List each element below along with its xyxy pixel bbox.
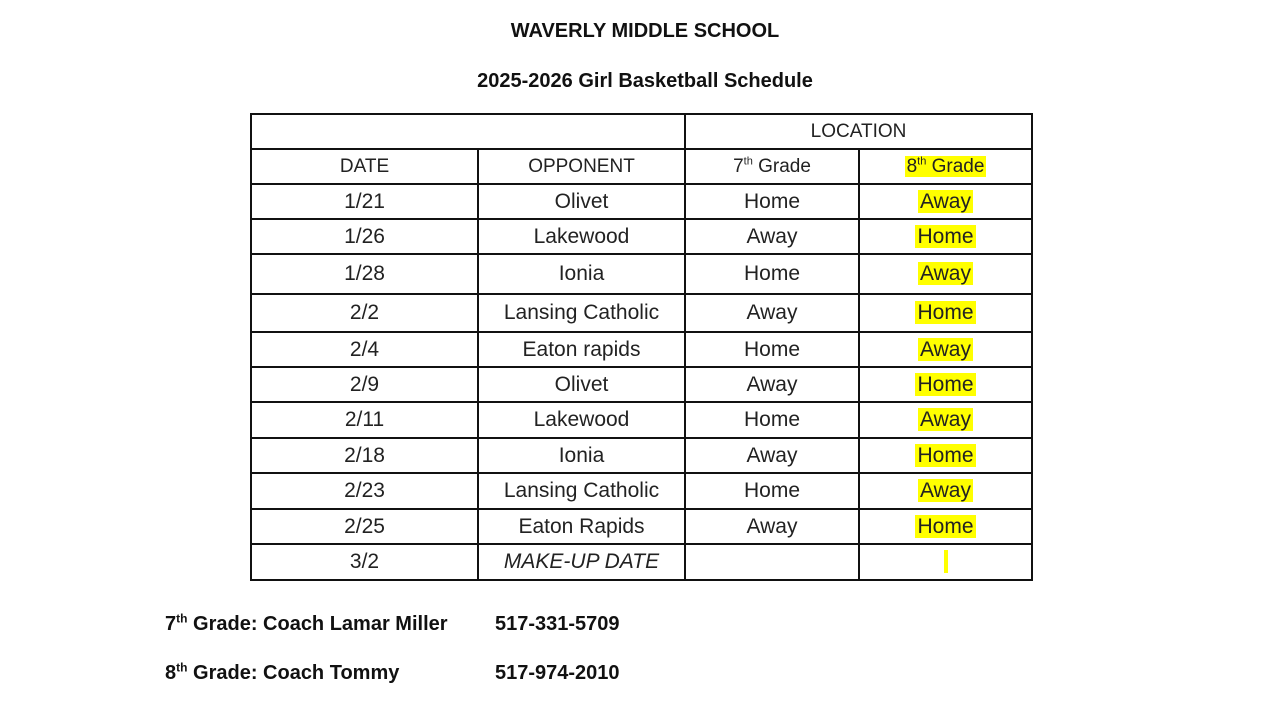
grade7-location-cell bbox=[685, 509, 859, 544]
grade8-location-cell-text: Away bbox=[920, 189, 971, 213]
coach-8th-grade bbox=[165, 662, 620, 685]
opponent-cell-text: Olivet bbox=[554, 189, 609, 213]
grade8-location-cell-text: Home bbox=[917, 301, 974, 324]
grade7-location-cell bbox=[685, 294, 859, 332]
coach-7-label: Grade: Coach Lamar Miller bbox=[187, 613, 448, 635]
opponent-cell-text: Lakewood bbox=[533, 408, 630, 431]
opponent-cell bbox=[478, 438, 685, 473]
grade7-location-cell-text: Home bbox=[743, 337, 801, 361]
opponent-cell bbox=[478, 254, 685, 294]
date-cell-text: 2/23 bbox=[344, 479, 385, 502]
grade7-location-cell-text: Away bbox=[746, 514, 798, 538]
opponent-cell-text: Eaton rapids bbox=[522, 337, 641, 361]
coach-8-num: 8 bbox=[165, 662, 177, 684]
schedule-table bbox=[250, 113, 1033, 581]
schedule-row bbox=[251, 509, 1032, 544]
schedule-title: 2025-2026 Girl Basketball Schedule bbox=[477, 70, 813, 92]
grade7-location-cell-text: Home bbox=[743, 408, 801, 431]
date-cell bbox=[251, 509, 478, 544]
grade8-location-cell bbox=[859, 544, 1032, 580]
schedule-row bbox=[251, 219, 1032, 254]
date-cell bbox=[251, 294, 478, 332]
date-cell bbox=[251, 332, 478, 367]
grade8-location-cell bbox=[859, 402, 1032, 438]
grade7-location-cell bbox=[685, 473, 859, 509]
grade7-location-cell bbox=[685, 219, 859, 254]
date-cell bbox=[251, 473, 478, 509]
date-cell bbox=[251, 544, 478, 580]
date-cell-text: 2/18 bbox=[344, 443, 385, 467]
location-header-row bbox=[251, 114, 1032, 149]
coach-7th-grade bbox=[165, 613, 620, 636]
schedule-row bbox=[251, 254, 1032, 294]
date-header: DATE bbox=[251, 149, 478, 184]
grade8-header bbox=[859, 149, 1032, 184]
grade7-word: Grade bbox=[758, 155, 811, 177]
schedule-row bbox=[251, 184, 1032, 219]
date-cell bbox=[251, 402, 478, 438]
date-cell-text: 2/11 bbox=[344, 408, 385, 431]
opponent-cell bbox=[478, 509, 685, 544]
date-cell-text: 1/21 bbox=[344, 189, 385, 213]
opponent-cell-text: Ionia bbox=[558, 443, 605, 467]
coach-7-phone: 517-331-5709 bbox=[495, 613, 620, 635]
grade8-location-cell-text: Home bbox=[917, 372, 974, 396]
schedule-row bbox=[251, 402, 1032, 438]
grade8-location-cell bbox=[859, 473, 1032, 509]
opponent-cell bbox=[478, 544, 685, 580]
grade7-location-cell bbox=[685, 367, 859, 402]
grade8-word: Grade bbox=[931, 155, 985, 177]
grade8-location-cell bbox=[859, 367, 1032, 402]
date-cell-text: 1/28 bbox=[344, 262, 385, 285]
opponent-cell bbox=[478, 219, 685, 254]
grade7-location-cell-text: Away bbox=[746, 301, 798, 324]
grade7-location-cell-text: Away bbox=[746, 372, 798, 396]
grade8-location-cell-text: Away bbox=[920, 408, 971, 431]
grade8-location-cell-text: Away bbox=[920, 262, 971, 285]
location-header: LOCATION bbox=[685, 114, 1032, 149]
column-header-row bbox=[251, 149, 1032, 184]
grade8-location-cell-text: Home bbox=[917, 443, 974, 467]
grade8-num: 8 bbox=[906, 155, 918, 177]
coach-8-sup: th bbox=[176, 660, 188, 675]
grade7-location-cell-text: Away bbox=[746, 443, 798, 467]
date-cell-text: 2/25 bbox=[344, 514, 385, 538]
opponent-cell bbox=[478, 402, 685, 438]
date-cell-text: 3/2 bbox=[349, 550, 380, 573]
opponent-cell bbox=[478, 473, 685, 509]
opponent-cell-text: Olivet bbox=[554, 372, 609, 396]
opponent-cell-text: Ionia bbox=[558, 262, 605, 285]
date-cell-text: 1/26 bbox=[344, 224, 385, 248]
opponent-cell-text: Lakewood bbox=[533, 224, 630, 248]
grade7-location-cell-text: Home bbox=[743, 262, 801, 285]
grade8-location-cell-text: Home bbox=[917, 224, 974, 248]
grade7-location-cell bbox=[685, 402, 859, 438]
schedule-row bbox=[251, 544, 1032, 580]
date-cell bbox=[251, 219, 478, 254]
schedule-row bbox=[251, 473, 1032, 509]
opponent-cell-text: Lansing Catholic bbox=[503, 479, 660, 502]
schedule-row bbox=[251, 332, 1032, 367]
blank-header-cell bbox=[251, 114, 685, 149]
grade7-location-cell bbox=[685, 544, 859, 580]
grade7-header bbox=[685, 149, 859, 184]
date-cell-text: 2/9 bbox=[349, 372, 380, 396]
grade8-location-cell bbox=[859, 438, 1032, 473]
schedule-row bbox=[251, 294, 1032, 332]
date-cell bbox=[251, 184, 478, 219]
opponent-cell bbox=[478, 332, 685, 367]
date-cell-text: 2/2 bbox=[349, 301, 380, 324]
opponent-cell bbox=[478, 367, 685, 402]
opponent-cell-text: MAKE-UP DATE bbox=[503, 550, 660, 573]
grade8-location-cell bbox=[859, 332, 1032, 367]
grade8-location-cell-text: Home bbox=[917, 514, 974, 538]
grade7-location-cell-text: Home bbox=[743, 479, 801, 502]
grade7-num: 7 bbox=[733, 155, 744, 177]
grade8-location-cell bbox=[859, 184, 1032, 219]
schedule-row bbox=[251, 438, 1032, 473]
grade8-sup: th bbox=[917, 155, 927, 168]
opponent-cell-text: Eaton Rapids bbox=[518, 514, 645, 538]
coach-8-label: Grade: Coach Tommy bbox=[187, 662, 400, 684]
date-cell bbox=[251, 254, 478, 294]
grade7-location-cell bbox=[685, 184, 859, 219]
grade7-location-cell bbox=[685, 254, 859, 294]
grade7-sup: th bbox=[743, 155, 753, 168]
grade8-highlight bbox=[905, 156, 987, 177]
date-cell-text: 2/4 bbox=[349, 337, 380, 361]
grade7-location-cell bbox=[685, 332, 859, 367]
grade7-location-cell-text: Away bbox=[746, 224, 798, 248]
grade8-location-cell-text: Away bbox=[920, 479, 971, 502]
grade8-location-cell bbox=[859, 254, 1032, 294]
grade8-location-cell-text bbox=[944, 550, 948, 573]
coach-7-sup: th bbox=[176, 611, 188, 626]
schedule-row bbox=[251, 367, 1032, 402]
opponent-cell bbox=[478, 184, 685, 219]
grade8-location-cell bbox=[859, 219, 1032, 254]
grade7-location-cell-text: Home bbox=[743, 189, 801, 213]
grade8-location-cell bbox=[859, 509, 1032, 544]
opponent-cell bbox=[478, 294, 685, 332]
coach-8-phone: 517-974-2010 bbox=[495, 662, 620, 684]
opponent-cell-text: Lansing Catholic bbox=[503, 301, 660, 324]
grade7-location-cell bbox=[685, 438, 859, 473]
date-cell bbox=[251, 438, 478, 473]
grade8-location-cell-text: Away bbox=[920, 337, 971, 361]
grade8-location-cell bbox=[859, 294, 1032, 332]
coach-7-num: 7 bbox=[165, 613, 177, 635]
date-cell bbox=[251, 367, 478, 402]
school-name: WAVERLY MIDDLE SCHOOL bbox=[510, 20, 780, 42]
opponent-header: OPPONENT bbox=[478, 149, 685, 184]
